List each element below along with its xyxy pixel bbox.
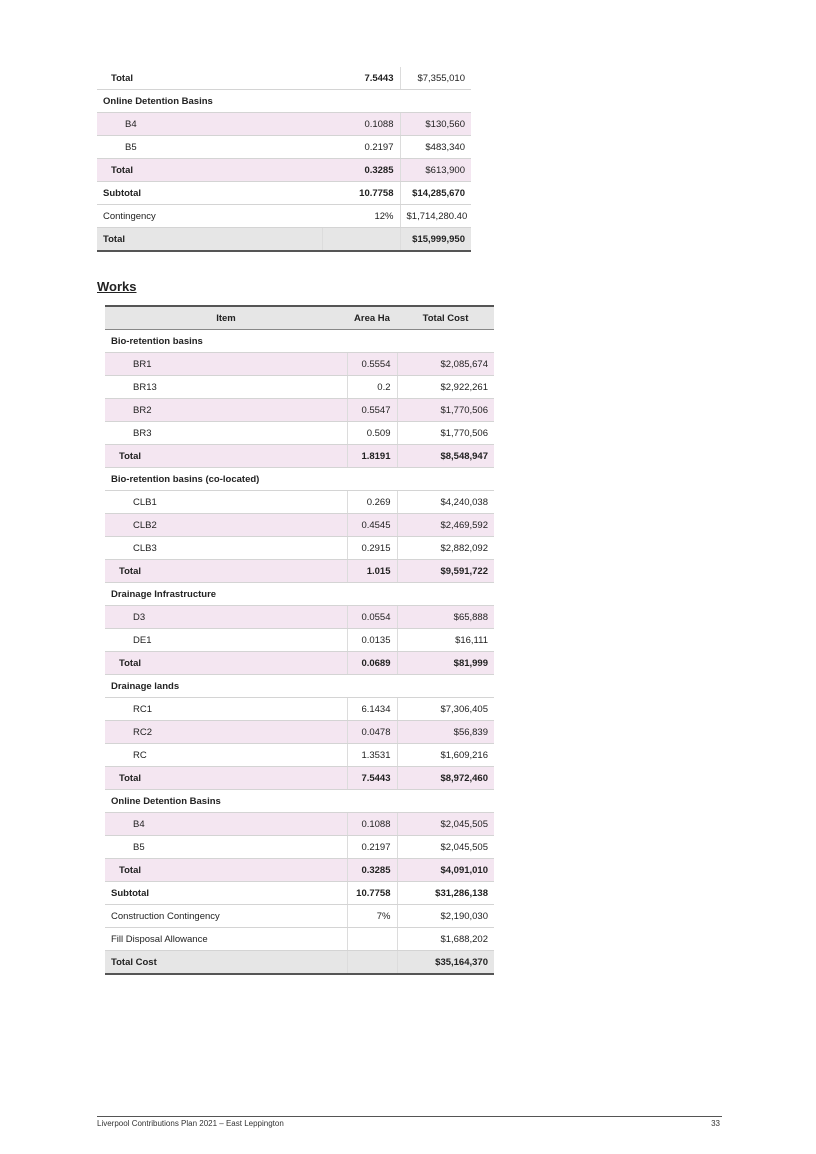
area-cell: 0.5554 [347, 353, 397, 376]
area-cell: 10.7758 [347, 882, 397, 905]
cost-column-header: Total Cost [397, 306, 494, 330]
item-cell: BR2 [105, 399, 347, 422]
adjustment-row [105, 928, 494, 951]
costs-table-continued [97, 67, 471, 252]
cost-cell: $8,972,460 [397, 767, 494, 790]
group-label: Drainage lands [105, 675, 494, 698]
item-cell: BR1 [105, 353, 347, 376]
item-cell: Total [105, 652, 347, 675]
item-cell: CLB2 [105, 514, 347, 537]
area-cell: 0.509 [347, 422, 397, 445]
item-cell: B4 [97, 113, 322, 136]
area-cell: 0.2197 [347, 836, 397, 859]
area-cell: 0.0478 [347, 721, 397, 744]
cost-cell: $35,164,370 [397, 951, 494, 975]
item-cell: Total [105, 859, 347, 882]
table-row [97, 113, 471, 136]
grand-total-row [97, 228, 471, 252]
total-row [105, 445, 494, 468]
cost-cell: $613,900 [400, 159, 471, 182]
area-cell: 0.0135 [347, 629, 397, 652]
item-cell: Total [105, 445, 347, 468]
cost-cell: $2,190,030 [397, 905, 494, 928]
header-row [105, 306, 494, 330]
area-cell: 1.8191 [347, 445, 397, 468]
item-cell: CLB1 [105, 491, 347, 514]
total-row [105, 859, 494, 882]
total-row [105, 652, 494, 675]
area-cell [347, 928, 397, 951]
cost-cell: $15,999,950 [400, 228, 471, 252]
cost-cell: $56,839 [397, 721, 494, 744]
cost-cell: $2,469,592 [397, 514, 494, 537]
area-cell: 7.5443 [322, 67, 400, 90]
area-cell: 0.2915 [347, 537, 397, 560]
subtotal-row [97, 182, 471, 205]
table-row [105, 629, 494, 652]
total-row [97, 159, 471, 182]
group-label: Bio-retention basins (co-located) [105, 468, 494, 491]
table-row [105, 422, 494, 445]
area-cell: 12% [322, 205, 400, 228]
item-cell: BR13 [105, 376, 347, 399]
cost-cell: $65,888 [397, 606, 494, 629]
table-row [105, 606, 494, 629]
table-row [97, 136, 471, 159]
area-cell: 1.3531 [347, 744, 397, 767]
table-row [105, 698, 494, 721]
area-cell: 0.0554 [347, 606, 397, 629]
cost-cell: $16,111 [397, 629, 494, 652]
item-cell: Total [105, 560, 347, 583]
item-cell: Total [97, 67, 322, 90]
cost-cell: $1,714,280.40 [400, 205, 471, 228]
cost-cell: $31,286,138 [397, 882, 494, 905]
table-row [97, 67, 471, 90]
contingency-row [97, 205, 471, 228]
item-cell: Subtotal [97, 182, 322, 205]
table-row [105, 399, 494, 422]
cost-cell: $1,609,216 [397, 744, 494, 767]
table-row [105, 744, 494, 767]
area-cell: 0.5547 [347, 399, 397, 422]
cost-cell: $1,688,202 [397, 928, 494, 951]
page-footer [97, 1116, 722, 1128]
cost-cell: $4,091,010 [397, 859, 494, 882]
area-cell: 7.5443 [347, 767, 397, 790]
item-cell: BR3 [105, 422, 347, 445]
area-cell: 10.7758 [322, 182, 400, 205]
group-header-row [97, 90, 471, 113]
table-row [105, 537, 494, 560]
item-cell: Subtotal [105, 882, 347, 905]
item-cell: Construction Contingency [105, 905, 347, 928]
item-cell: Contingency [97, 205, 322, 228]
group-header-row [105, 330, 494, 353]
grand-total-row [105, 951, 494, 975]
cost-cell: $8,548,947 [397, 445, 494, 468]
area-cell: 0.3285 [347, 859, 397, 882]
table-row [105, 721, 494, 744]
works-heading: Works [97, 279, 137, 294]
subtotal-row [105, 882, 494, 905]
table-row [105, 491, 494, 514]
item-cell: Total [97, 159, 322, 182]
cost-cell: $7,355,010 [400, 67, 471, 90]
item-cell: DE1 [105, 629, 347, 652]
cost-cell: $130,560 [400, 113, 471, 136]
cost-cell: $9,591,722 [397, 560, 494, 583]
group-label: Online Detention Basins [105, 790, 494, 813]
area-cell: 7% [347, 905, 397, 928]
group-header-row [105, 583, 494, 606]
cost-cell: $7,306,405 [397, 698, 494, 721]
area-cell [347, 951, 397, 975]
table-row [105, 836, 494, 859]
area-cell: 0.1088 [347, 813, 397, 836]
works-cost-table [105, 305, 494, 975]
item-cell: RC [105, 744, 347, 767]
group-label: Online Detention Basins [97, 90, 471, 113]
item-cell: B5 [105, 836, 347, 859]
item-cell: Fill Disposal Allowance [105, 928, 347, 951]
table-row [105, 813, 494, 836]
cost-cell: $81,999 [397, 652, 494, 675]
item-cell: CLB3 [105, 537, 347, 560]
table-row [105, 353, 494, 376]
cost-cell: $14,285,670 [400, 182, 471, 205]
group-header-row [105, 675, 494, 698]
group-header-row [105, 790, 494, 813]
area-cell: 0.269 [347, 491, 397, 514]
page-number: 33 [711, 1119, 720, 1128]
works-table-body [105, 330, 494, 975]
area-cell: 0.4545 [347, 514, 397, 537]
cost-cell: $4,240,038 [397, 491, 494, 514]
area-cell [322, 228, 400, 252]
item-cell: Total [97, 228, 322, 252]
footer-title: Liverpool Contributions Plan 2021 – East Leppington [97, 1119, 284, 1128]
cost-cell: $2,922,261 [397, 376, 494, 399]
table-row [105, 376, 494, 399]
cost-cell: $483,340 [400, 136, 471, 159]
total-row [105, 560, 494, 583]
item-cell: D3 [105, 606, 347, 629]
cost-cell: $2,882,092 [397, 537, 494, 560]
area-column-header: Area Ha [347, 306, 397, 330]
area-cell: 0.2197 [322, 136, 400, 159]
cost-cell: $2,045,505 [397, 813, 494, 836]
item-column-header: Item [105, 306, 347, 330]
cost-cell: $1,770,506 [397, 399, 494, 422]
group-header-row [105, 468, 494, 491]
area-cell: 0.1088 [322, 113, 400, 136]
group-label: Drainage Infrastructure [105, 583, 494, 606]
group-label: Bio-retention basins [105, 330, 494, 353]
item-cell: B4 [105, 813, 347, 836]
table-row [105, 514, 494, 537]
item-cell: RC1 [105, 698, 347, 721]
area-cell: 6.1434 [347, 698, 397, 721]
item-cell: B5 [97, 136, 322, 159]
cost-cell: $2,085,674 [397, 353, 494, 376]
cost-cell: $2,045,505 [397, 836, 494, 859]
item-cell: Total Cost [105, 951, 347, 975]
area-cell: 0.0689 [347, 652, 397, 675]
item-cell: RC2 [105, 721, 347, 744]
area-cell: 0.3285 [322, 159, 400, 182]
adjustment-row [105, 905, 494, 928]
area-cell: 0.2 [347, 376, 397, 399]
item-cell: Total [105, 767, 347, 790]
total-row [105, 767, 494, 790]
area-cell: 1.015 [347, 560, 397, 583]
cost-cell: $1,770,506 [397, 422, 494, 445]
